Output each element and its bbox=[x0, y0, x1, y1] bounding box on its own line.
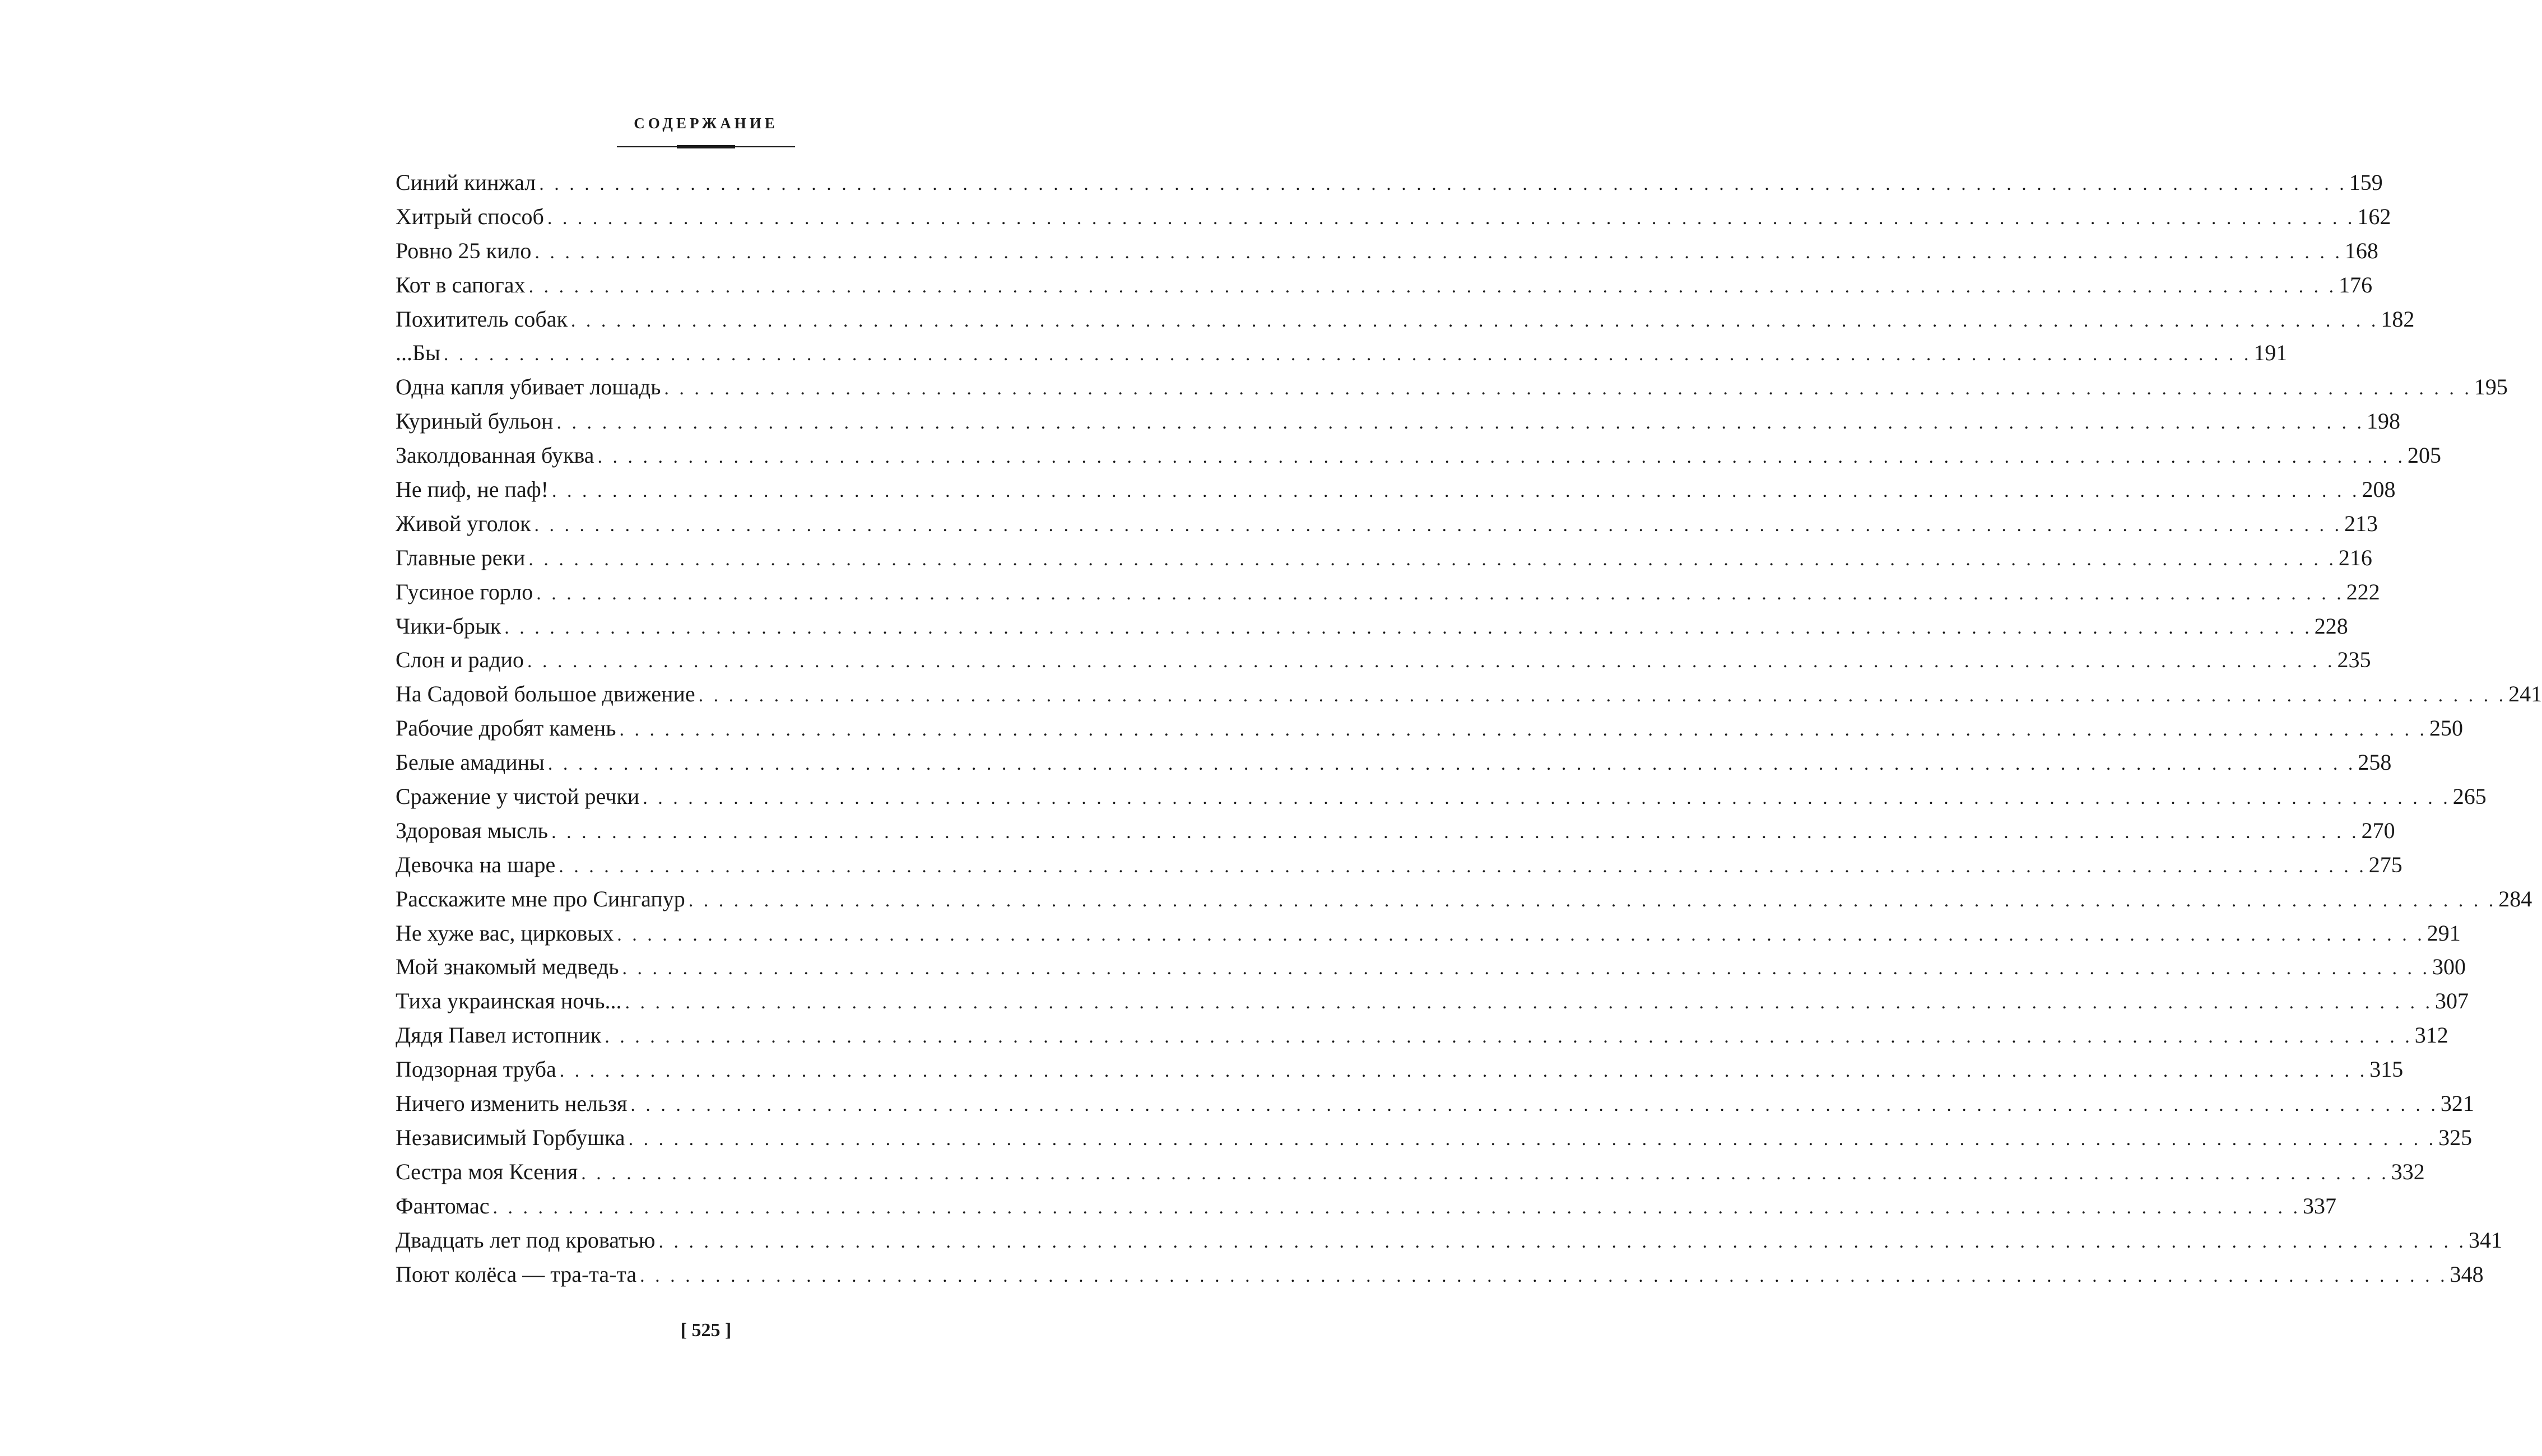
dot-leader: . . . . . . . . . . . . . . . . . . . . . . . . . . . . . . . . . . . . . . . . . . . . . . . . . . . . . . . . . . . . . . . . . . . . . . . . . . . . . . . . . . . . . . . . . . . . . . . . . . . . . . . . . . . . . . . . . . . . . . . . bbox=[559, 1060, 2368, 1082]
toc-entry-title: Тиха украинская ночь... bbox=[396, 988, 622, 1014]
dot-leader: . . . . . . . . . . . . . . . . . . . . . . . . . . . . . . . . . . . . . . . . . . . . . . . . . . . . . . . . . . . . . . . . . . . . . . . . . . . . . . . . . . . . . . . . . . . . . . . . . . . . . . . . . . . . . . . . . . . . . . . . bbox=[605, 1026, 2413, 1048]
toc-entry bbox=[396, 303, 2415, 337]
toc-entry bbox=[396, 473, 2396, 507]
toc-entry-page: 325 bbox=[2438, 1124, 2473, 1150]
toc-entry-title: Сражение у чистой речки bbox=[396, 784, 640, 810]
toc-entry bbox=[396, 610, 2348, 644]
dot-leader: . . . . . . . . . . . . . . . . . . . . . . . . . . . . . . . . . . . . . . . . . . . . . . . . . . . . . . . . . . . . . . . . . . . . . . . . . . . . . . . . . . . . . . . . . . . . . . . . . . . . . . . . . . . . . . . . . . . . . . . . bbox=[528, 548, 2336, 570]
toc-entry-title: Двадцать лет под кроватью bbox=[396, 1227, 656, 1253]
toc-entry-title: Ровно 25 кило bbox=[396, 238, 532, 263]
page-header bbox=[616, 112, 796, 134]
toc-entry bbox=[396, 166, 2383, 200]
toc-entry-page: 258 bbox=[2358, 750, 2392, 775]
toc-entry-page: 315 bbox=[2369, 1057, 2404, 1082]
toc-entry-page: 241 bbox=[2508, 681, 2542, 707]
toc-entry-title: Гусиное горло bbox=[396, 579, 533, 604]
toc-entry bbox=[396, 575, 2380, 610]
toc-entry bbox=[396, 984, 2469, 1018]
dot-leader: . . . . . . . . . . . . . . . . . . . . . . . . . . . . . . . . . . . . . . . . . . . . . . . . . . . . . . . . . . . . . . . . . . . . . . . . . . . . . . . . . . . . . . . . . . . . . . . . . . . . . . . . . . . . . . . . . . . . . . . . bbox=[492, 1197, 2301, 1218]
dot-leader: . . . . . . . . . . . . . . . . . . . . . . . . . . . . . . . . . . . . . . . . . . . . . . . . . . . . . . . . . . . . . . . . . . . . . . . . . . . . . . . . . . . . . . . . . . . . . . . . . . . . . . . . . . . . . . . . . . . . . . . . bbox=[443, 344, 2252, 365]
toc-entry bbox=[396, 268, 2373, 303]
dot-leader: . . . . . . . . . . . . . . . . . . . . . . . . . . . . . . . . . . . . . . . . . . . . . . . . . . . . . . . . . . . . . . . . . . . . . . . . . . . . . . . . . . . . . . . . . . . . . . . . . . . . . . . . . . . . . . . . . . . . . . . . bbox=[630, 1095, 2438, 1116]
toc-entry bbox=[396, 917, 2461, 951]
toc-entry-page: 195 bbox=[2474, 374, 2508, 400]
toc-entry-title: Чики-брык bbox=[396, 613, 501, 639]
toc-entry-title: Синий кинжал bbox=[396, 170, 536, 195]
toc-entry bbox=[396, 1258, 2484, 1292]
toc-entry bbox=[396, 711, 2463, 746]
toc-entry bbox=[396, 950, 2466, 984]
toc-entry-title: Похититель собак bbox=[396, 306, 568, 332]
toc-entry-title: Фантомас bbox=[396, 1193, 490, 1218]
toc-entry-page: 235 bbox=[2337, 647, 2371, 673]
toc-entry-page: 312 bbox=[2414, 1022, 2448, 1048]
header-rule-accent bbox=[677, 145, 735, 148]
toc-entry bbox=[396, 882, 2532, 917]
toc-entry-page: 300 bbox=[2432, 954, 2466, 980]
dot-leader: . . . . . . . . . . . . . . . . . . . . . . . . . . . . . . . . . . . . . . . . . . . . . . . . . . . . . . . . . . . . . . . . . . . . . . . . . . . . . . . . . . . . . . . . . . . . . . . . . . . . . . . . . . . . . . . . . . . . . . . . bbox=[528, 276, 2337, 297]
toc-entry-page: 228 bbox=[2314, 613, 2348, 639]
toc-entry bbox=[396, 1121, 2473, 1155]
dot-leader: . . . . . . . . . . . . . . . . . . . . . . . . . . . . . . . . . . . . . . . . . . . . . . . . . . . . . . . . . . . . . . . . . . . . . . . . . . . . . . . . . . . . . . . . . . . . . . . . . . . . . . . . . . . . . . . . . . . . . . . . bbox=[628, 1128, 2437, 1150]
toc-entry bbox=[396, 404, 2400, 439]
toc-entry-page: 198 bbox=[2366, 408, 2400, 434]
toc-entry bbox=[396, 541, 2372, 575]
page-title: СОДЕРЖАНИЕ bbox=[634, 115, 778, 132]
dot-leader: . . . . . . . . . . . . . . . . . . . . . . . . . . . . . . . . . . . . . . . . . . . . . . . . . . . . . . . . . . . . . . . . . . . . . . . . . . . . . . . . . . . . . . . . . . . . . . . . . . . . . . . . . . . . . . . . . . . . . . . . bbox=[536, 583, 2344, 604]
dot-leader: . . . . . . . . . . . . . . . . . . . . . . . . . . . . . . . . . . . . . . . . . . . . . . . . . . . . . . . . . . . . . . . . . . . . . . . . . . . . . . . . . . . . . . . . . . . . . . . . . . . . . . . . . . . . . . . . . . . . . . . . bbox=[581, 1162, 2389, 1184]
toc-entry-title: Здоровая мысль bbox=[396, 817, 549, 843]
dot-leader: . . . . . . . . . . . . . . . . . . . . . . . . . . . . . . . . . . . . . . . . . . . . . . . . . . . . . . . . . . . . . . . . . . . . . . . . . . . . . . . . . . . . . . . . . . . . . . . . . . . . . . . . . . . . . . . . . . . . . . . . bbox=[698, 685, 2507, 706]
toc-entry-title: Дядя Павел истопник bbox=[396, 1022, 602, 1048]
dot-leader: . . . . . . . . . . . . . . . . . . . . . . . . . . . . . . . . . . . . . . . . . . . . . . . . . . . . . . . . . . . . . . . . . . . . . . . . . . . . . . . . . . . . . . . . . . . . . . . . . . . . . . . . . . . . . . . . . . . . . . . . bbox=[534, 514, 2343, 536]
dot-leader: . . . . . . . . . . . . . . . . . . . . . . . . . . . . . . . . . . . . . . . . . . . . . . . . . . . . . . . . . . . . . . . . . . . . . . . . . . . . . . . . . . . . . . . . . . . . . . . . . . . . . . . . . . . . . . . . . . . . . . . . bbox=[643, 788, 2451, 809]
toc-entry-title: Ничего изменить нельзя bbox=[396, 1091, 628, 1117]
toc-entry bbox=[396, 439, 2441, 473]
toc-entry-title: Белые амадины bbox=[396, 750, 545, 775]
toc-entry bbox=[396, 1189, 2336, 1224]
toc-entry-page: 250 bbox=[2429, 715, 2463, 741]
toc-entry bbox=[396, 336, 2288, 370]
toc-entry bbox=[396, 1155, 2425, 1189]
dot-leader: . . . . . . . . . . . . . . . . . . . . . . . . . . . . . . . . . . . . . . . . . . . . . . . . . . . . . . . . . . . . . . . . . . . . . . . . . . . . . . . . . . . . . . . . . . . . . . . . . . . . . . . . . . . . . . . . . . . . . . . . bbox=[551, 481, 2360, 502]
toc-entry bbox=[396, 643, 2371, 677]
toc-entry-page: 191 bbox=[2253, 340, 2288, 366]
toc-entry-page: 176 bbox=[2339, 272, 2373, 297]
dot-leader: . . . . . . . . . . . . . . . . . . . . . . . . . . . . . . . . . . . . . . . . . . . . . . . . . . . . . . . . . . . . . . . . . . . . . . . . . . . . . . . . . . . . . . . . . . . . . . . . . . . . . . . . . . . . . . . . . . . . . . . . bbox=[664, 378, 2472, 399]
toc-entry-page: 216 bbox=[2338, 545, 2372, 570]
toc-entry-title: Главные реки bbox=[396, 545, 526, 570]
toc-entry-page: 213 bbox=[2344, 510, 2378, 536]
toc-entry-page: 265 bbox=[2452, 784, 2487, 810]
toc-entry-title: Сестра моя Ксения bbox=[396, 1159, 578, 1184]
dot-leader: . . . . . . . . . . . . . . . . . . . . . . . . . . . . . . . . . . . . . . . . . . . . . . . . . . . . . . . . . . . . . . . . . . . . . . . . . . . . . . . . . . . . . . . . . . . . . . . . . . . . . . . . . . . . . . . . . . . . . . . . bbox=[622, 958, 2431, 979]
toc-entry-title: Не хуже вас, цирковых bbox=[396, 920, 614, 946]
toc-entry bbox=[396, 746, 2392, 780]
toc-entry-title: Слон и радио bbox=[396, 647, 524, 673]
toc-entry-page: 341 bbox=[2469, 1227, 2503, 1253]
dot-leader: . . . . . . . . . . . . . . . . . . . . . . . . . . . . . . . . . . . . . . . . . . . . . . . . . . . . . . . . . . . . . . . . . . . . . . . . . . . . . . . . . . . . . . . . . . . . . . . . . . . . . . . . . . . . . . . . . . . . . . . . bbox=[547, 207, 2355, 229]
toc-entry-title: Кот в сапогах bbox=[396, 272, 526, 297]
dot-leader: . . . . . . . . . . . . . . . . . . . . . . . . . . . . . . . . . . . . . . . . . . . . . . . . . . . . . . . . . . . . . . . . . . . . . . . . . . . . . . . . . . . . . . . . . . . . . . . . . . . . . . . . . . . . . . . . . . . . . . . . bbox=[527, 651, 2335, 672]
toc-entry bbox=[396, 1087, 2474, 1121]
dot-leader: . . . . . . . . . . . . . . . . . . . . . . . . . . . . . . . . . . . . . . . . . . . . . . . . . . . . . . . . . . . . . . . . . . . . . . . . . . . . . . . . . . . . . . . . . . . . . . . . . . . . . . . . . . . . . . . . . . . . . . . . bbox=[547, 753, 2356, 775]
toc-entry bbox=[396, 780, 2487, 814]
toc-entry-title: Живой уголок bbox=[396, 510, 531, 536]
toc-entry-title: Хитрый способ bbox=[396, 203, 544, 229]
dot-leader: . . . . . . . . . . . . . . . . . . . . . . . . . . . . . . . . . . . . . . . . . . . . . . . . . . . . . . . . . . . . . . . . . . . . . . . . . . . . . . . . . . . . . . . . . . . . . . . . . . . . . . . . . . . . . . . . . . . . . . . . bbox=[619, 719, 2427, 741]
dot-leader: . . . . . . . . . . . . . . . . . . . . . . . . . . . . . . . . . . . . . . . . . . . . . . . . . . . . . . . . . . . . . . . . . . . . . . . . . . . . . . . . . . . . . . . . . . . . . . . . . . . . . . . . . . . . . . . . . . . . . . . . bbox=[640, 1265, 2448, 1286]
toc-entry-page: 205 bbox=[2407, 443, 2441, 468]
toc-entry-title: Не пиф, не паф! bbox=[396, 477, 549, 503]
toc-entry-page: 291 bbox=[2427, 920, 2461, 946]
dot-leader: . . . . . . . . . . . . . . . . . . . . . . . . . . . . . . . . . . . . . . . . . . . . . . . . . . . . . . . . . . . . . . . . . . . . . . . . . . . . . . . . . . . . . . . . . . . . . . . . . . . . . . . . . . . . . . . . . . . . . . . . bbox=[539, 174, 2347, 194]
toc-entry bbox=[396, 848, 2402, 882]
toc-entry-title: Независимый Горбушка bbox=[396, 1124, 625, 1150]
toc-entry-page: 337 bbox=[2303, 1193, 2336, 1218]
toc-entry-page: 270 bbox=[2361, 817, 2395, 843]
dot-leader: . . . . . . . . . . . . . . . . . . . . . . . . . . . . . . . . . . . . . . . . . . . . . . . . . . . . . . . . . . . . . . . . . . . . . . . . . . . . . . . . . . . . . . . . . . . . . . . . . . . . . . . . . . . . . . . . . . . . . . . . bbox=[597, 446, 2405, 468]
toc-entry-page: 162 bbox=[2357, 203, 2391, 229]
toc-entry-page: 284 bbox=[2498, 886, 2532, 911]
toc-entry-title: Куриный бульон bbox=[396, 408, 554, 434]
toc-entry bbox=[396, 1018, 2448, 1053]
toc-entry bbox=[396, 370, 2508, 404]
toc-entry-page: 275 bbox=[2368, 852, 2402, 877]
toc-entry bbox=[396, 234, 2378, 268]
toc-entry bbox=[396, 1053, 2404, 1087]
toc-entry-page: 182 bbox=[2381, 306, 2415, 332]
dot-leader: . . . . . . . . . . . . . . . . . . . . . . . . . . . . . . . . . . . . . . . . . . . . . . . . . . . . . . . . . . . . . . . . . . . . . . . . . . . . . . . . . . . . . . . . . . . . . . . . . . . . . . . . . . . . . . . . . . . . . . . . bbox=[658, 1231, 2467, 1252]
toc-entry bbox=[396, 1224, 2503, 1258]
toc-entry bbox=[396, 507, 2378, 541]
toc-entry-page: 348 bbox=[2450, 1261, 2484, 1287]
dot-leader: . . . . . . . . . . . . . . . . . . . . . . . . . . . . . . . . . . . . . . . . . . . . . . . . . . . . . . . . . . . . . . . . . . . . . . . . . . . . . . . . . . . . . . . . . . . . . . . . . . . . . . . . . . . . . . . . . . . . . . . . bbox=[535, 241, 2343, 263]
dot-leader: . . . . . . . . . . . . . . . . . . . . . . . . . . . . . . . . . . . . . . . . . . . . . . . . . . . . . . . . . . . . . . . . . . . . . . . . . . . . . . . . . . . . . . . . . . . . . . . . . . . . . . . . . . . . . . . . . . . . . . . . bbox=[559, 855, 2367, 877]
toc-entry-title: Подзорная труба bbox=[396, 1057, 556, 1082]
dot-leader: . . . . . . . . . . . . . . . . . . . . . . . . . . . . . . . . . . . . . . . . . . . . . . . . . . . . . . . . . . . . . . . . . . . . . . . . . . . . . . . . . . . . . . . . . . . . . . . . . . . . . . . . . . . . . . . . . . . . . . . . bbox=[504, 617, 2312, 638]
dot-leader: . . . . . . . . . . . . . . . . . . . . . . . . . . . . . . . . . . . . . . . . . . . . . . . . . . . . . . . . . . . . . . . . . . . . . . . . . . . . . . . . . . . . . . . . . . . . . . . . . . . . . . . . . . . . . . . . . . . . . . . . bbox=[688, 890, 2497, 911]
table-of-contents bbox=[396, 166, 2542, 1291]
dot-leader: . . . . . . . . . . . . . . . . . . . . . . . . . . . . . . . . . . . . . . . . . . . . . . . . . . . . . . . . . . . . . . . . . . . . . . . . . . . . . . . . . . . . . . . . . . . . . . . . . . . . . . . . . . . . . . . . . . . . . . . . bbox=[570, 310, 2379, 331]
toc-entry-page: 159 bbox=[2349, 170, 2383, 195]
dot-leader: . . . . . . . . . . . . . . . . . . . . . . . . . . . . . . . . . . . . . . . . . . . . . . . . . . . . . . . . . . . . . . . . . . . . . . . . . . . . . . . . . . . . . . . . . . . . . . . . . . . . . . . . . . . . . . . . . . . . . . . . bbox=[625, 992, 2433, 1013]
toc-entry-page: 321 bbox=[2440, 1091, 2474, 1117]
page-number: [ 525 ] bbox=[680, 1320, 732, 1341]
toc-entry bbox=[396, 814, 2395, 848]
toc-entry-title: Поют колёса — тра-та-та bbox=[396, 1261, 637, 1287]
toc-entry-title: Заколдованная буква bbox=[396, 443, 594, 468]
dot-leader: . . . . . . . . . . . . . . . . . . . . . . . . . . . . . . . . . . . . . . . . . . . . . . . . . . . . . . . . . . . . . . . . . . . . . . . . . . . . . . . . . . . . . . . . . . . . . . . . . . . . . . . . . . . . . . . . . . . . . . . . bbox=[617, 924, 2425, 945]
toc-entry-title: Девочка на шаре bbox=[396, 852, 556, 877]
toc-entry-page: 168 bbox=[2344, 238, 2378, 263]
toc-entry-title: Одна капля убивает лошадь bbox=[396, 374, 661, 400]
toc-entry-title: Расскажите мне про Сингапур bbox=[396, 886, 685, 911]
toc-entry-title: ...Бы bbox=[396, 340, 440, 366]
toc-entry bbox=[396, 677, 2542, 711]
toc-entry-page: 222 bbox=[2346, 579, 2380, 604]
toc-entry-page: 208 bbox=[2362, 477, 2396, 503]
toc-entry-title: Рабочие дробят камень bbox=[396, 715, 616, 741]
toc-entry-title: На Садовой большое движение bbox=[396, 681, 695, 707]
toc-entry-title: Мой знакомый медведь bbox=[396, 954, 619, 980]
toc-entry-page: 307 bbox=[2435, 988, 2469, 1014]
toc-entry bbox=[396, 200, 2391, 234]
dot-leader: . . . . . . . . . . . . . . . . . . . . . . . . . . . . . . . . . . . . . . . . . . . . . . . . . . . . . . . . . . . . . . . . . . . . . . . . . . . . . . . . . . . . . . . . . . . . . . . . . . . . . . . . . . . . . . . . . . . . . . . . bbox=[556, 412, 2364, 434]
dot-leader: . . . . . . . . . . . . . . . . . . . . . . . . . . . . . . . . . . . . . . . . . . . . . . . . . . . . . . . . . . . . . . . . . . . . . . . . . . . . . . . . . . . . . . . . . . . . . . . . . . . . . . . . . . . . . . . . . . . . . . . . bbox=[551, 821, 2359, 843]
toc-entry-page: 332 bbox=[2391, 1159, 2425, 1184]
